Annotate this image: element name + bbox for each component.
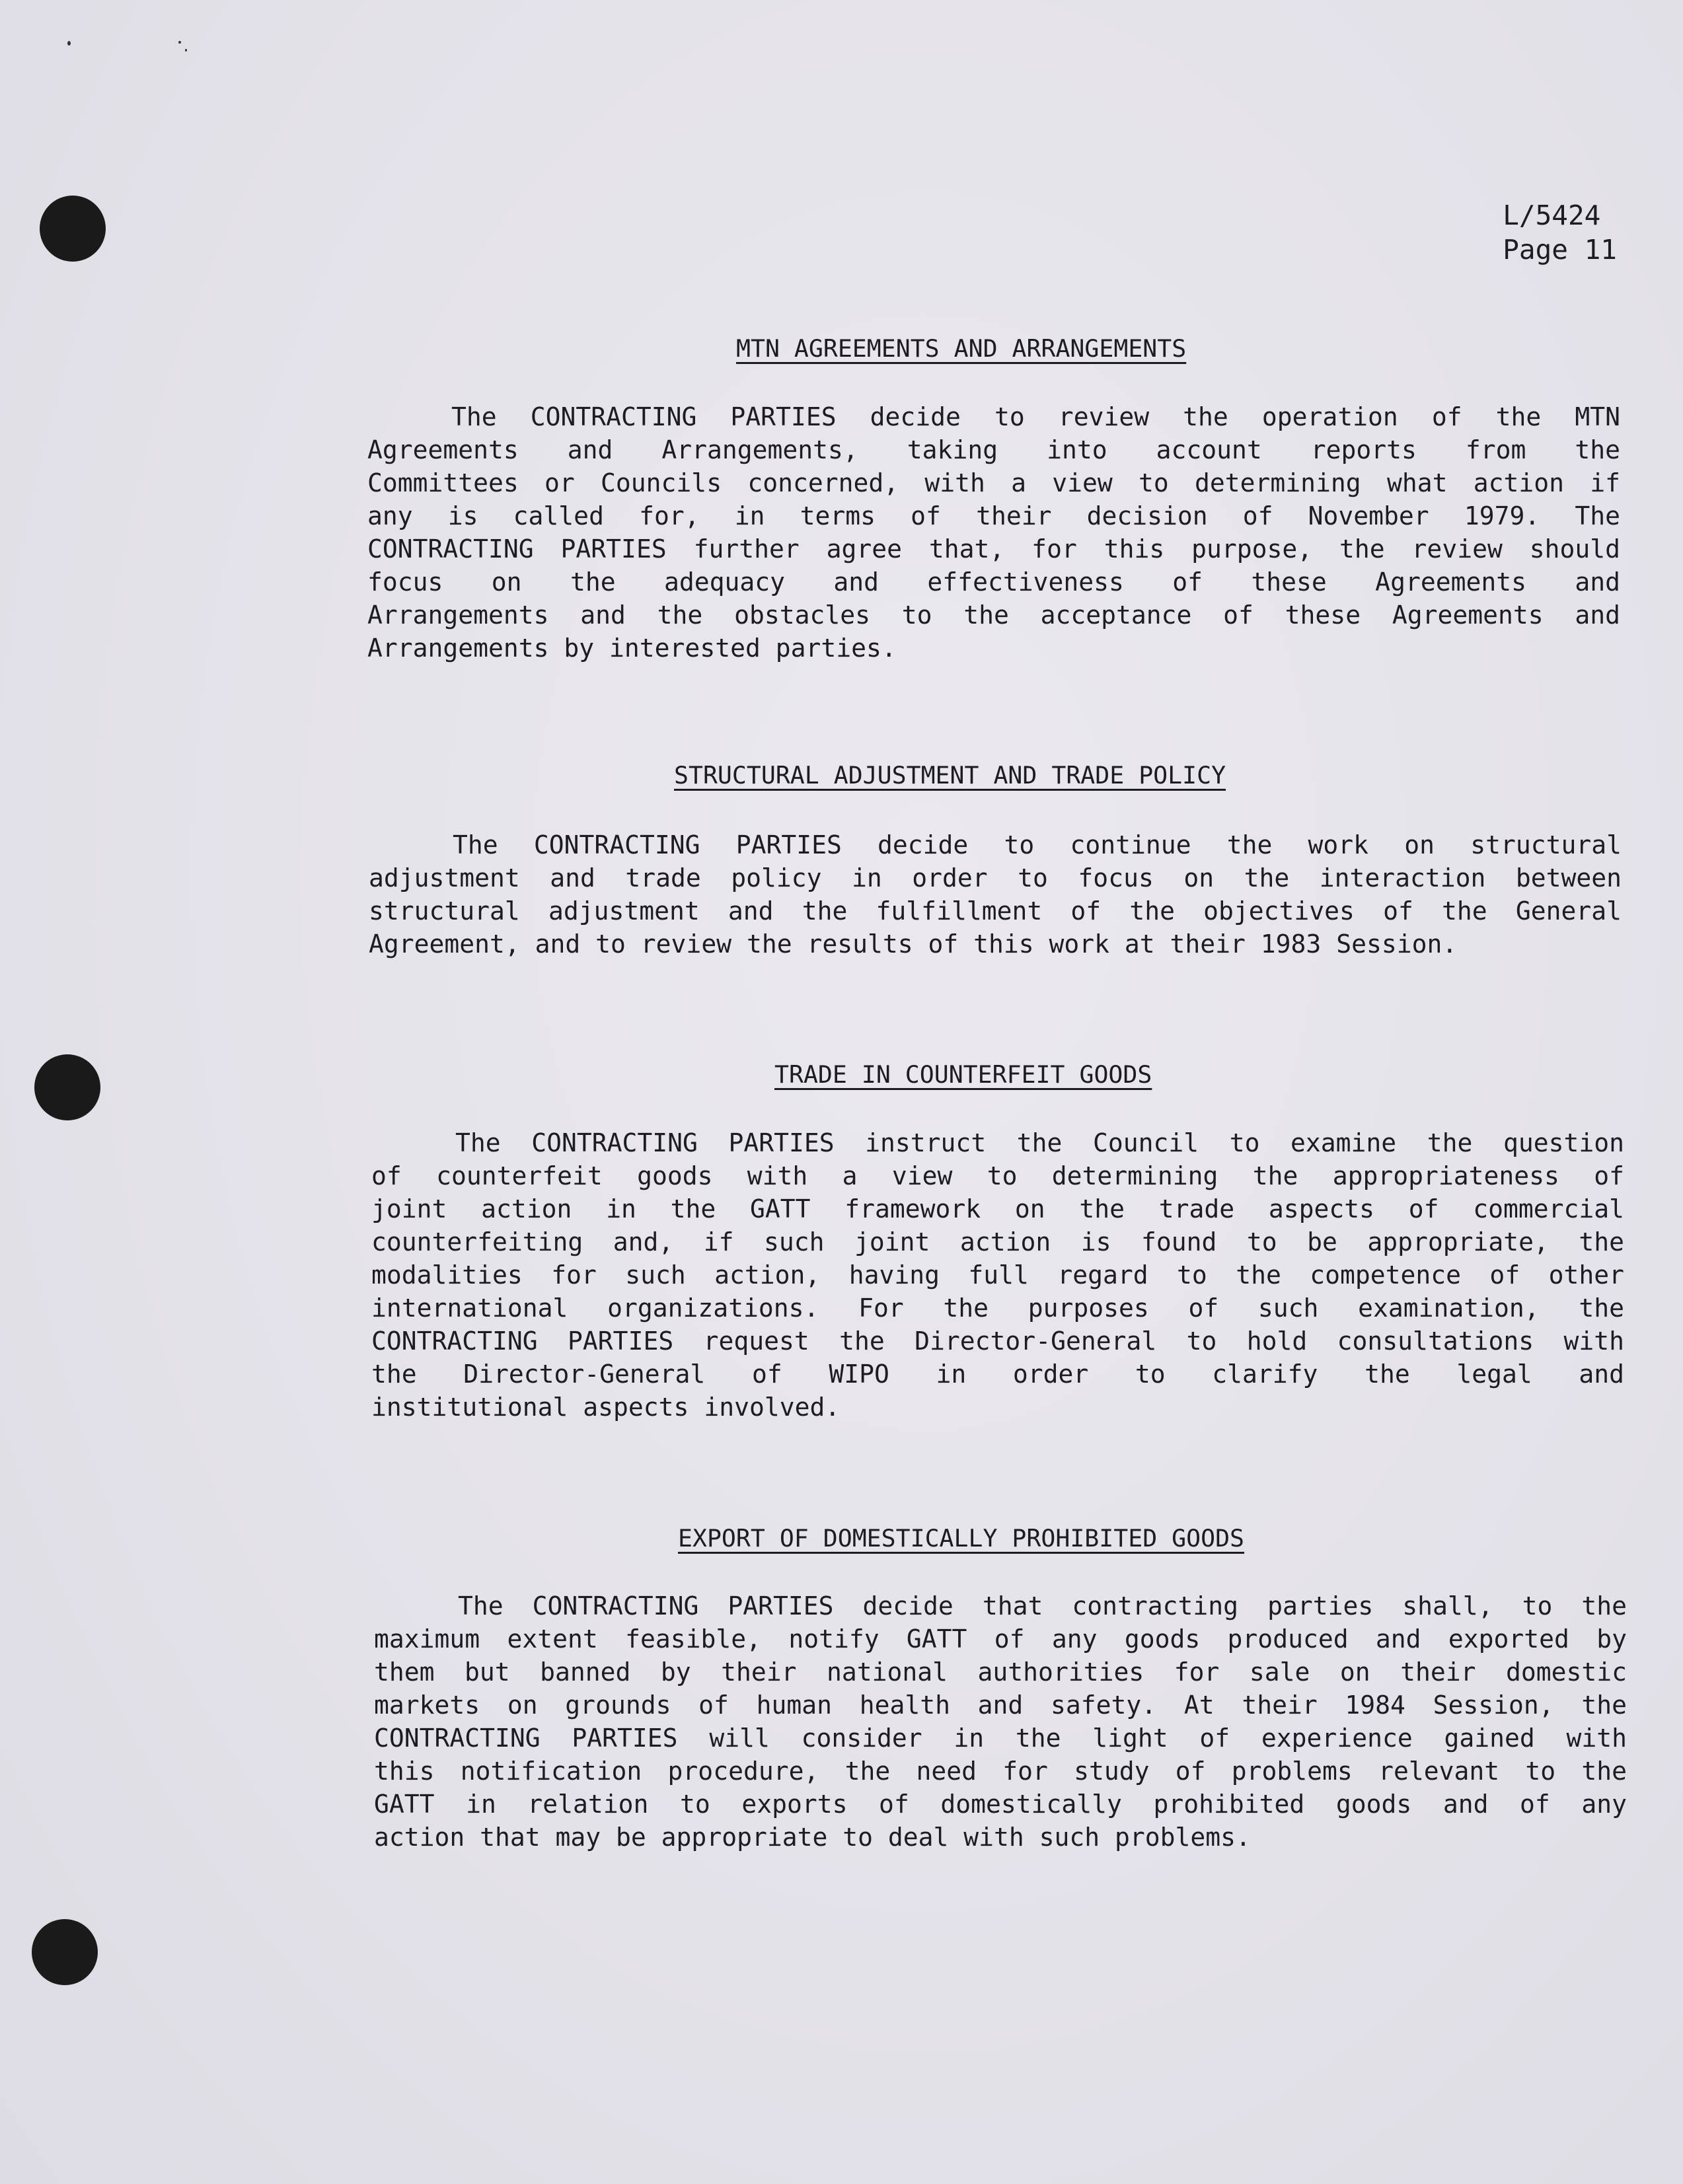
paragraph-line: Agreement, and to review the results of this work at their 1983 Session. — [369, 929, 1458, 959]
paragraph-line: The CONTRACTING PARTIES decide that contracting parties shall, to the — [458, 1591, 1627, 1620]
paragraph-line: international organizations. For the purposes of such examination, the — [371, 1293, 1624, 1323]
scan-speck — [67, 41, 71, 46]
punch-hole — [34, 1054, 100, 1120]
paragraph-line: GATT in relation to exports of domestically prohibited goods and of any — [374, 1790, 1627, 1819]
page-number: Page 11 — [1503, 234, 1617, 266]
paragraph-line: counterfeiting and, if such joint action is found to be appropriate, the — [371, 1227, 1624, 1256]
paragraph-line: The CONTRACTING PARTIES decide to review the operation of the MTN — [451, 402, 1620, 431]
punch-hole — [32, 1919, 98, 1985]
section-heading: STRUCTURAL ADJUSTMENT AND TRADE POLICY — [674, 761, 1226, 789]
section-paragraph — [374, 1589, 1627, 1854]
paragraph-line: CONTRACTING PARTIES request the Director-General to hold consultations with — [371, 1327, 1624, 1356]
document-reference — [1503, 198, 1617, 267]
paragraph-line: of counterfeit goods with a view to determining the appropriateness of — [371, 1161, 1624, 1190]
paragraph-line: the Director-General of WIPO in order to clarify the legal and — [371, 1360, 1624, 1389]
paragraph-line: The CONTRACTING PARTIES decide to continue the work on structural — [453, 830, 1622, 859]
paragraph-line: institutional aspects involved. — [371, 1393, 841, 1422]
section-paragraph — [369, 828, 1622, 961]
paragraph-line: action that may be appropriate to deal with such problems. — [374, 1823, 1251, 1852]
section-heading: TRADE IN COUNTERFEIT GOODS — [774, 1060, 1152, 1089]
paragraph-line: Arrangements by interested parties. — [367, 634, 897, 663]
paragraph-line: maximum extent feasible, notify GATT of any goods produced and exported by — [374, 1624, 1627, 1654]
paragraph-line: Committees or Councils concerned, with a view to determining what action if — [367, 468, 1620, 497]
section-heading: EXPORT OF DOMESTICALLY PROHIBITED GOODS — [678, 1524, 1245, 1552]
paragraph-line: adjustment and trade policy in order to focus on the interaction between — [369, 863, 1622, 892]
paragraph-line: Agreements and Arrangements, taking into account reports from the — [367, 435, 1620, 464]
paragraph-line: modalities for such action, having full regard to the competence of other — [371, 1260, 1624, 1290]
paragraph-line: CONTRACTING PARTIES will consider in the light of experience gained with — [374, 1724, 1627, 1753]
scan-speck — [185, 49, 187, 52]
section-paragraph — [371, 1126, 1624, 1424]
paragraph-line: Arrangements and the obstacles to the acceptance of these Agreements and — [367, 601, 1620, 630]
paragraph-line: this notification procedure, the need for study of problems relevant to the — [374, 1757, 1627, 1786]
punch-hole — [40, 196, 106, 262]
paragraph-line: any is called for, in terms of their decision of November 1979. The — [367, 501, 1620, 530]
paragraph-line: structural adjustment and the fulfillment of the objectives of the General — [369, 896, 1622, 926]
paragraph-line: The CONTRACTING PARTIES instruct the Council to examine the question — [455, 1128, 1624, 1157]
paragraph-line: markets on grounds of human health and safety. At their 1984 Session, the — [374, 1691, 1627, 1720]
section-paragraph — [367, 400, 1620, 665]
paragraph-line: them but banned by their national authorities for sale on their domestic — [374, 1657, 1627, 1687]
section-heading: MTN AGREEMENTS AND ARRANGEMENTS — [736, 334, 1187, 363]
scan-speck — [178, 41, 181, 44]
paragraph-line: joint action in the GATT framework on the trade aspects of commercial — [371, 1194, 1624, 1223]
document-symbol: L/5424 — [1503, 200, 1601, 231]
paragraph-line: focus on the adequacy and effectiveness of these Agreements and — [367, 567, 1620, 597]
paragraph-line: CONTRACTING PARTIES further agree that, for this purpose, the review should — [367, 534, 1620, 564]
